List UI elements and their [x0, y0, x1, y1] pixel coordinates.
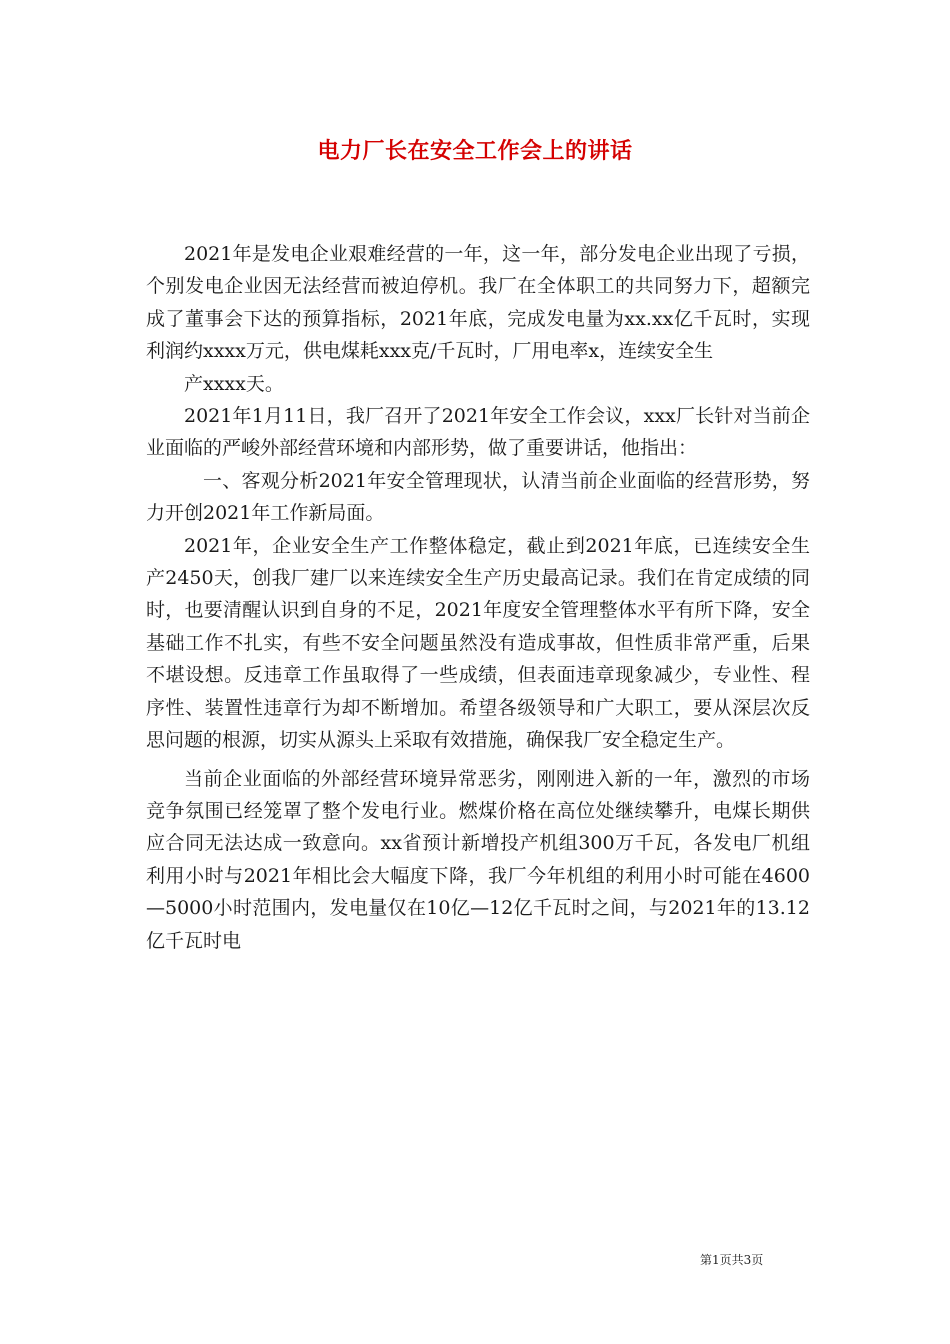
paragraph-meeting: 2021年1月11日，我厂召开了2021年安全工作会议，xxx厂长针对当前企业面临的严峻外部经营环境和内部形势，做了重要讲话，他指出：	[146, 405, 810, 460]
page-number: 第1页共3页	[700, 1253, 764, 1267]
paragraph-intro: 2021年是发电企业艰难经营的一年，这一年，部分发电企业出现了亏损，个别发电企业因无法经营而被迫停机。我厂在全体职工的共同努力下，超额完成了董事会下达的预算指标，2021年底，完成发电量为xx.xx亿千瓦时，实现利润约xxxx万元，供电煤耗xxx克/千瓦时，厂用电率x，连续安全生	[146, 243, 810, 363]
paragraph-safety-review: 2021年，企业安全生产工作整体稳定，截止到2021年底，已连续安全生产2450天，创我厂建厂以来连续安全生产历史最高记录。我们在肯定成绩的同时，也要清醒认识到自身的不足，2021年度安全管理整体水平有所下降，安全基础工作不扎实，有些不安全问题虽然没有造成事故，但性质非常严重，后果不堪设想。反违章工作虽取得了一些成绩，但表面违章现象减少，专业性、程序性、装置性违章行为却不断增加。希望各级领导和广大职工，要从深层次反思问题的根源，切实从源头上采取有效措施，确保我厂安全稳定生产。	[146, 534, 810, 752]
section-heading-1: 一、客观分析2021年安全管理现状，认清当前企业面临的经营形势，努力开创2021年工作新局面。	[146, 469, 810, 525]
paragraph-continuation: 产xxxx天。	[184, 372, 284, 395]
document-body	[146, 238, 810, 957]
paragraph-market-environment: 当前企业面临的外部经营环境异常恶劣，刚刚进入新的一年，激烈的市场竞争氛围已经笼罩了整个发电行业。燃煤价格在高位处继续攀升，电煤长期供应合同无法达成一致意向。xx省预计新增投产机组300万千瓦，各发电厂机组利用小时与2021年相比会大幅度下降，我厂今年机组的利用小时可能在4600—5000小时范围内，发电量仅在10亿—12亿千瓦时之间，与2021年的13.12亿千瓦时电	[146, 767, 810, 952]
page-title: 电力厂长在安全工作会上的讲话	[317, 139, 633, 164]
